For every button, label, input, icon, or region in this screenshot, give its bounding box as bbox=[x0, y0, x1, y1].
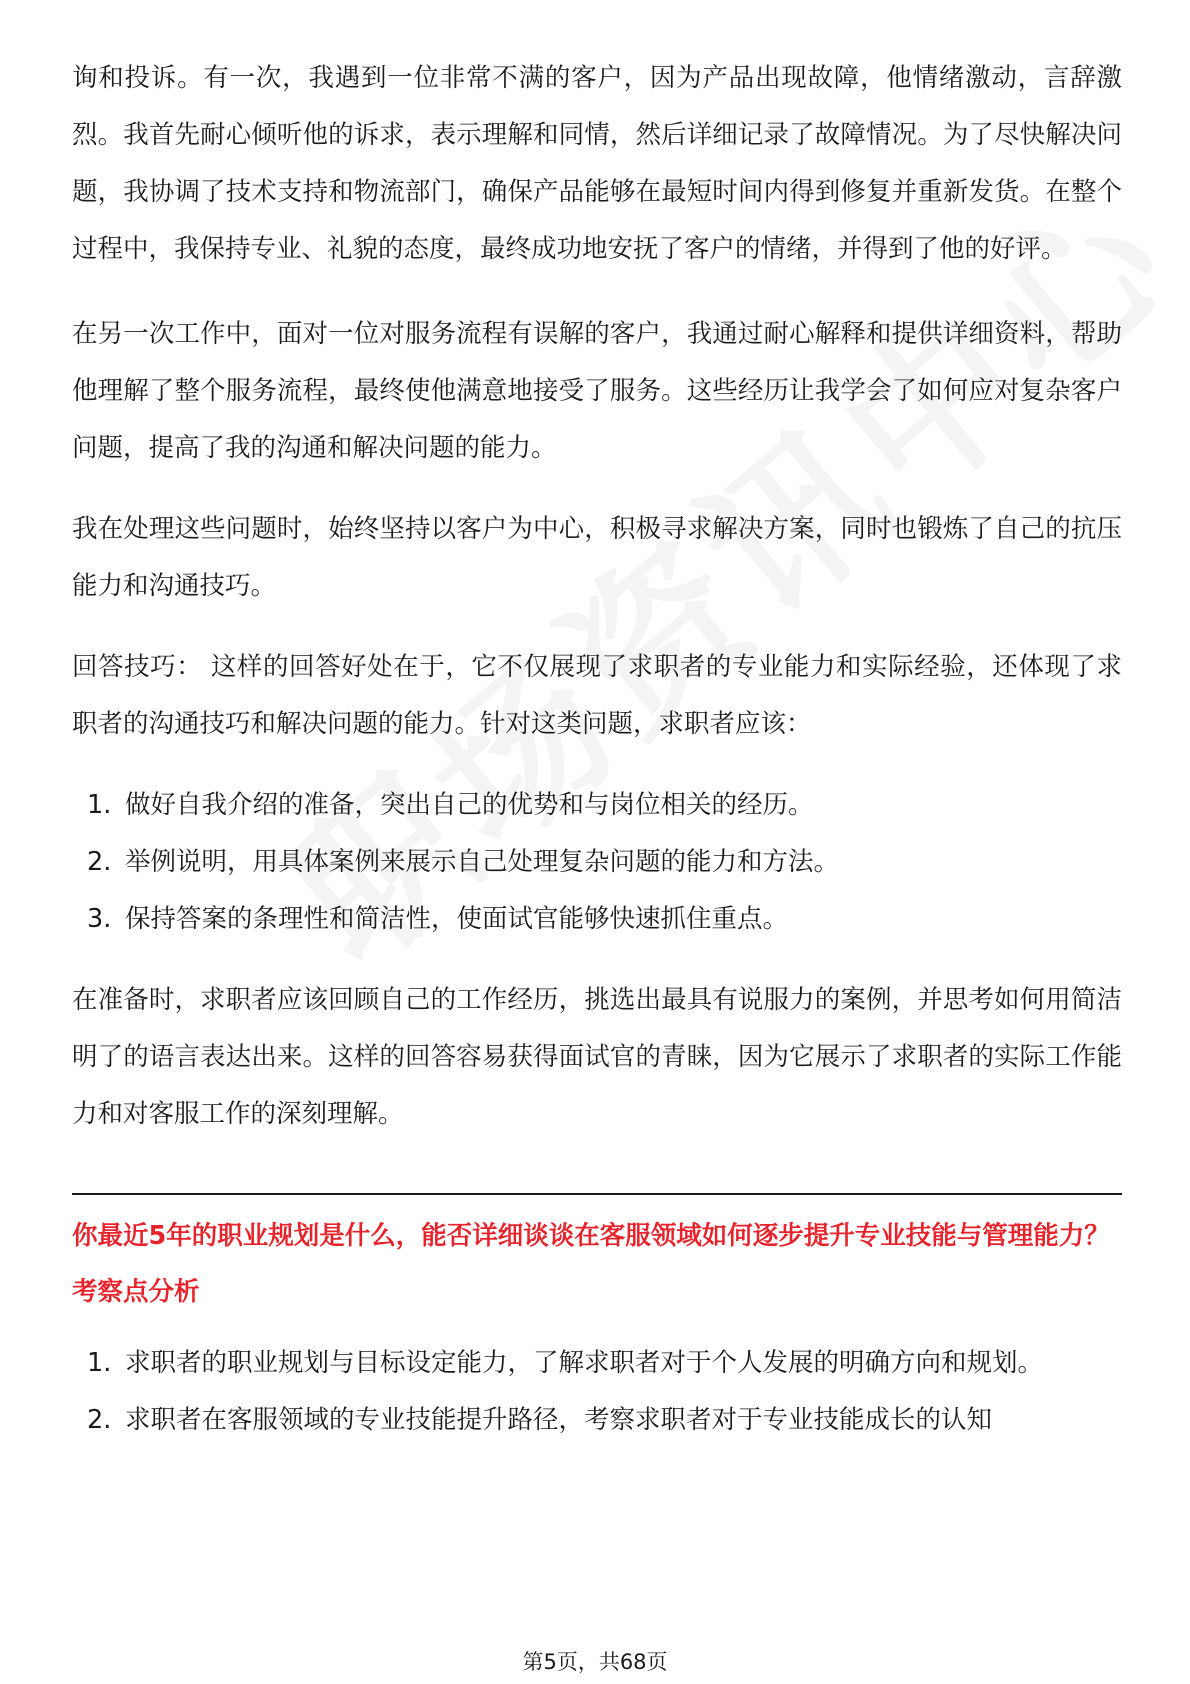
page-number: 第5页，共68页 bbox=[522, 1650, 668, 1674]
paragraph-preparation: 在准备时，求职者应该回顾自己的工作经历，挑选出最具有说服力的案例，并思考如何用简洁明了的语言表达出来。这样的回答容易获得面试官的青睐，因为它展示了求职者的实际工作能力和对客服工作的深刻理解。 bbox=[72, 985, 1122, 1129]
list-item-number: 2. bbox=[87, 1405, 112, 1435]
list-item bbox=[72, 1335, 1122, 1392]
list-item-number: 1. bbox=[87, 790, 112, 820]
question-title: 你最近5年的职业规划是什么，能否详细谈谈在客服领域如何逐步提升专业技能与管理能力？ bbox=[72, 1221, 1110, 1251]
section-divider bbox=[72, 1193, 1122, 1195]
list-item bbox=[72, 834, 1122, 891]
document-body bbox=[72, 50, 1122, 1449]
list-item bbox=[72, 891, 1122, 948]
list-item-text: 保持答案的条理性和简洁性，使面试官能够快速抓住重点。 bbox=[125, 904, 789, 934]
list-item-number: 1. bbox=[87, 1348, 112, 1378]
paragraph-service-process: 在另一次工作中，面对一位对服务流程有误解的客户，我通过耐心解释和提供详细资料，帮助他理解了整个服务流程，最终使他满意地接受了服务。这些经历让我学会了如何应对复杂客户问题，提高了我的沟通和解决问题的能力。 bbox=[72, 319, 1122, 463]
analysis-heading: 考察点分析 bbox=[72, 1277, 200, 1307]
paragraph-answer-tips: 回答技巧： 这样的回答好处在于，它不仅展现了求职者的专业能力和实际经验，还体现了求职者的沟通技巧和解决问题的能力。针对这类问题，求职者应该： bbox=[72, 652, 1122, 739]
list-item-text: 求职者的职业规划与目标设定能力，了解求职者对于个人发展的明确方向和规划。 bbox=[125, 1348, 1044, 1378]
list-item bbox=[72, 777, 1122, 834]
page-footer bbox=[0, 1648, 1190, 1676]
list-item-text: 举例说明，用具体案例来展示自己处理复杂问题的能力和方法。 bbox=[125, 847, 840, 877]
paragraph-customer-complaint: 询和投诉。有一次，我遇到一位非常不满的客户，因为产品出现故障，他情绪激动，言辞激烈。我首先耐心倾听他的诉求，表示理解和同情，然后详细记录了故障情况。为了尽快解决问题，我协调了技术支持和物流部门，确保产品能够在最短时间内得到修复并重新发货。在整个过程中，我保持专业、礼貌的态度，最终成功地安抚了客户的情绪，并得到了他的好评。 bbox=[72, 63, 1122, 264]
list-item-text: 求职者在客服领域的专业技能提升路径，考察求职者对于专业技能成长的认知 bbox=[125, 1405, 993, 1435]
tips-list bbox=[72, 777, 1122, 948]
analysis-points-list bbox=[72, 1335, 1122, 1449]
paragraph-customer-centric: 我在处理这些问题时，始终坚持以客户为中心，积极寻求解决方案，同时也锻炼了自己的抗压能力和沟通技巧。 bbox=[72, 514, 1122, 601]
list-item-number: 3. bbox=[87, 904, 112, 934]
list-item-number: 2. bbox=[87, 847, 112, 877]
list-item bbox=[72, 1392, 1122, 1449]
list-item-text: 做好自我介绍的准备，突出自己的优势和与岗位相关的经历。 bbox=[125, 790, 814, 820]
